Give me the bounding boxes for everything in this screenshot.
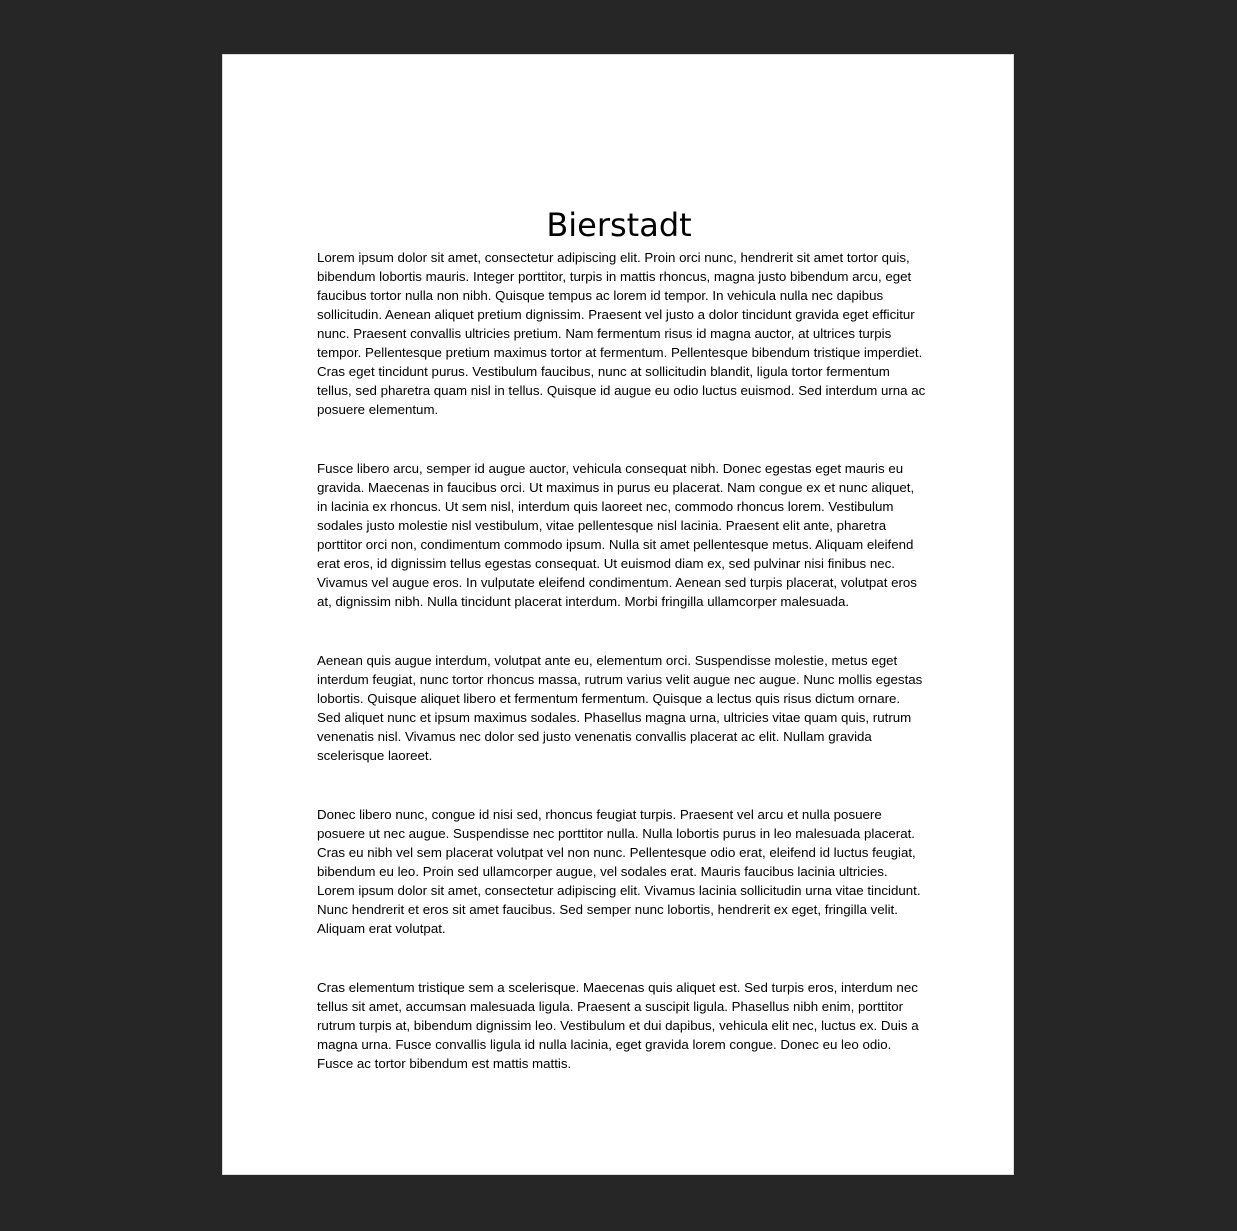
paragraph: Lorem ipsum dolor sit amet, consectetur adipiscing elit. Proin orci nunc, hendrerit sit amet tortor quis, bibendum lobortis mauris. Integer porttitor, turpis in mattis rhoncus, magna justo bibendum arcu, eget faucibus tortor nulla non nibh. Quisque tempus ac lorem id tempor. In vehicula nulla nec dapibus sollicitudin. Aenean aliquet pretium dignissim. Praesent vel justo a dolor tincidunt gravida eget efficitur nunc. Praesent convallis ultricies pretium. Nam fermentum risus id magna auctor, at ultrices turpis tempor. Pellentesque pretium maximus tortor at fermentum. Pellentesque bibendum tristique imperdiet. Cras eget tincidunt purus. Vestibulum faucibus, nunc at sollicitudin blandit, ligula tortor fermentum tellus, sed pharetra quam nisl in tellus. Quisque id augue eu odio luctus euismod. Sed interdum urna ac posuere elementum.	[317, 250, 926, 417]
paragraph: Cras elementum tristique sem a scelerisque. Maecenas quis aliquet est. Sed turpis eros, interdum nec tellus sit amet, accumsan malesuada ligula. Praesent a suscipit ligula. Phasellus nibh enim, porttitor rutrum turpis at, bibendum dignissim leo. Vestibulum et dui dapibus, vehicula elit nec, luctus ex. Duis a magna urna. Fusce convallis ligula id nulla lacinia, eget gravida lorem congue. Donec eu leo odio. Fusce ac tortor bibendum est mattis mattis.	[317, 980, 919, 1071]
paragraph: Donec libero nunc, congue id nisi sed, rhoncus feugiat turpis. Praesent vel arcu et nulla posuere posuere ut nec augue. Suspendisse nec porttitor nulla. Nulla lobortis purus in leo malesuada placerat. Cras eu nibh vel sem placerat volutpat vel non nunc. Pellentesque odio erat, eleifend id luctus feugiat, bibendum eu leo. Proin sed ullamcorper augue, vel sodales erat. Mauris faucibus lacinia ultricies. Lorem ipsum dolor sit amet, consectetur adipiscing elit. Vivamus lacinia sollicitudin urna vitae tincidunt. Nunc hendrerit et eros sit amet faucibus. Sed semper nunc lobortis, hendrerit ex eget, fringilla velit. Aliquam erat volutpat.	[317, 807, 921, 936]
paragraph: Aenean quis augue interdum, volutpat ante eu, elementum orci. Suspendisse molestie, metus eget interdum feugiat, nunc tortor rhoncus massa, rutrum varius velit augue nec augue. Nunc mollis egestas lobortis. Quisque aliquet libero et fermentum fermentum. Quisque a lectus quis risus dictum ornare. Sed aliquet nunc et ipsum maximus sodales. Phasellus magna urna, ultricies vitae quam quis, rutrum venenatis nisl. Vivamus nec dolor sed justo venenatis convallis placerat ac elit. Nullam gravida scelerisque laoreet.	[317, 653, 923, 763]
paragraph: Fusce libero arcu, semper id augue auctor, vehicula consequat nibh. Donec egestas eget mauris eu gravida. Maecenas in faucibus orci. Ut maximus in purus eu placerat. Nam congue ex et nunc aliquet, in lacinia ex rhoncus. Ut sem nisl, interdum quis laoreet nec, commodo rhoncus lorem. Vestibulum sodales justo molestie nisl vestibulum, vitae pellentesque nisl lacinia. Praesent elit ante, pharetra porttitor orci non, condimentum commodo ipsum. Nulla sit amet pellentesque metus. Aliquam eleifend erat eros, id dignissim tellus egestas consequat. Ut euismod diam ex, sed pulvinar nisi finibus nec. Vivamus vel augue eros. In vulputate eleifend condimentum. Aenean sed turpis placerat, volutpat eros at, dignissim nibh. Nulla tincidunt placerat interdum. Morbi fringilla ullamcorper malesuada.	[317, 461, 917, 609]
document-title: Bierstadt	[546, 206, 692, 244]
document-body	[317, 248, 927, 1073]
document-page	[222, 54, 1014, 1175]
